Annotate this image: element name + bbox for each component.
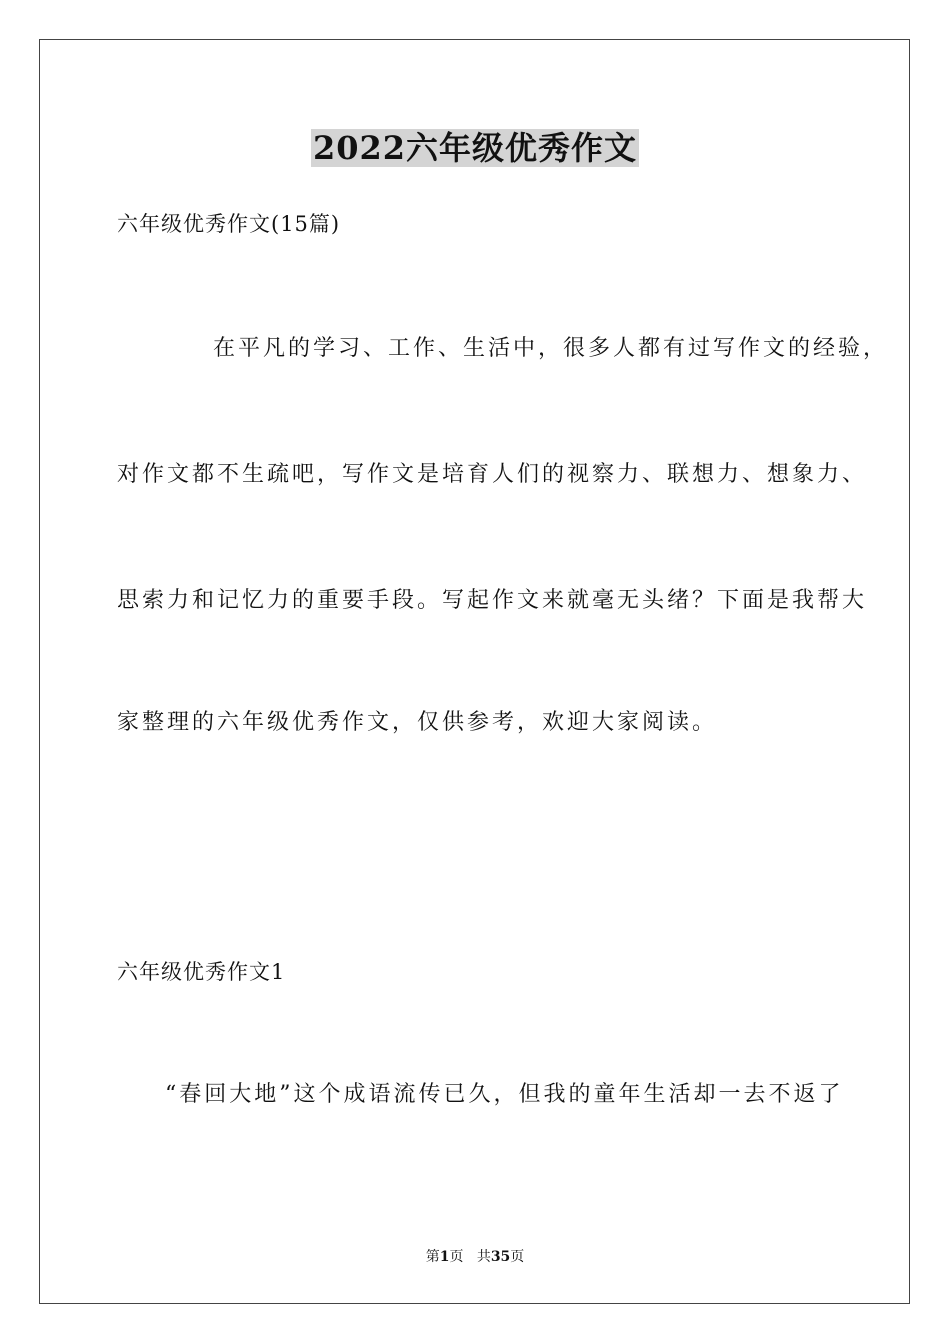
document-title <box>0 126 950 170</box>
essay-paragraph-line-1: “春回大地”这个成语流传已久，但我的童年生活却一去不返了 <box>165 1082 844 1107</box>
intro-paragraph-line-4: 家整理的六年级优秀作文，仅供参考，欢迎大家阅读。 <box>117 710 718 735</box>
intro-paragraph-line-2: 对作文都不生疏吧，写作文是培育人们的视察力、联想力、想象力、 <box>117 462 868 487</box>
intro-paragraph-line-3: 思索力和记忆力的重要手段。写起作文来就毫无头绪？下面是我帮大 <box>117 588 868 613</box>
page-prefix: 第 <box>425 1249 440 1265</box>
total-suffix: 页 <box>510 1249 525 1265</box>
document-title-text: 2022六年级优秀作文 <box>312 129 638 167</box>
total-prefix: 共 <box>476 1249 491 1265</box>
document-subtitle: 六年级优秀作文(15篇) <box>117 212 341 236</box>
page-footer <box>0 1247 950 1267</box>
page-number: 1 <box>439 1249 450 1265</box>
intro-paragraph-line-1: 在平凡的学习、工作、生活中，很多人都有过写作文的经验， <box>213 336 889 361</box>
essay-heading: 六年级优秀作文1 <box>117 960 286 984</box>
page-suffix: 页 <box>449 1249 464 1265</box>
total-pages: 35 <box>490 1249 511 1265</box>
